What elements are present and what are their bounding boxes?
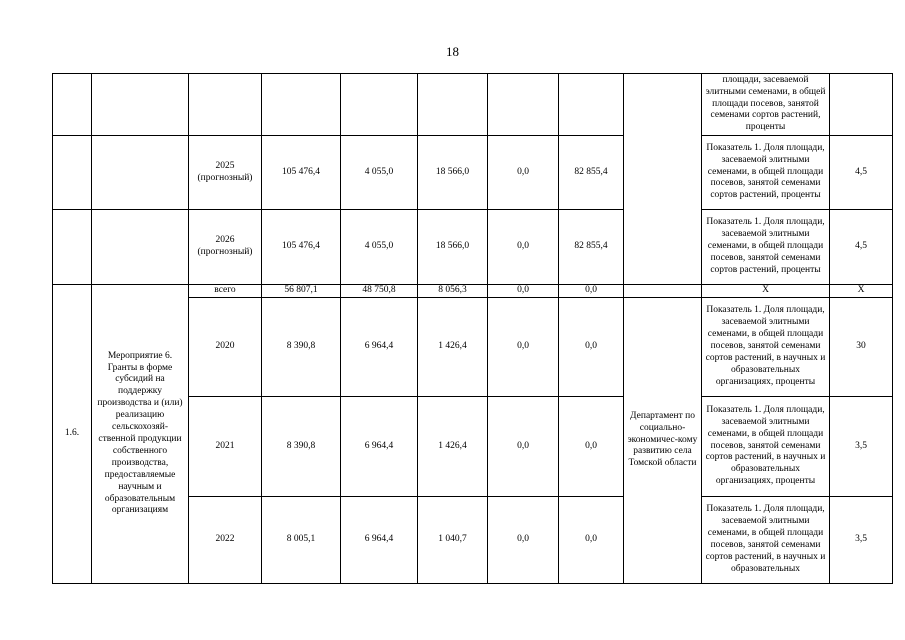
section-title: Мероприятие 6. Гранты в форме субсидий на поддержку производства и (или) реализацию сельскохозяй-ственной продукции собственного производства, предоставляемые научным и образовательным организациям [92, 285, 189, 584]
indicator-cell: Показатель 1. Доля площади, засеваемой элитными семенами, в общей площади посевов, занятой семенами сортов растений, в научных и образовательных [702, 497, 830, 584]
year-cell: 2020 [189, 298, 262, 397]
value-cell: 4,5 [830, 210, 893, 285]
title-cell [92, 74, 189, 136]
table-row [53, 74, 893, 136]
title-cell [92, 136, 189, 210]
extra-cell: 0,0 [559, 397, 624, 497]
value-cell: Х [830, 285, 893, 298]
year-cell: 2022 [189, 497, 262, 584]
total-cell: 105 476,4 [262, 136, 341, 210]
regional-cell: 1 040,7 [418, 497, 488, 584]
extra-cell: 82 855,4 [559, 210, 624, 285]
total-cell: 8 390,8 [262, 298, 341, 397]
indicator-cell: площади, засеваемой элитными семенами, в общей площади посевов, занятой семенами сортов растений, проценты [702, 74, 830, 136]
indicator-cell: Показатель 1. Доля площади, засеваемой элитными семенами, в общей площади посевов, занятой семенами сортов растений, в научных и образовательных организациях, проценты [702, 397, 830, 497]
extra-cell: 0,0 [559, 497, 624, 584]
table-row [53, 210, 893, 285]
federal-cell: 6 964,4 [341, 298, 418, 397]
indicator-cell: Х [702, 285, 830, 298]
indicator-cell: Показатель 1. Доля площади, засеваемой элитными семенами, в общей площади посевов, занятой семенами сортов растений, проценты [702, 136, 830, 210]
code-cell [53, 210, 92, 285]
regional-cell: 1 426,4 [418, 298, 488, 397]
program-table [52, 73, 893, 584]
year-cell: 2025 (прогнозный) [189, 136, 262, 210]
year-cell: всего [189, 285, 262, 298]
value-cell: 30 [830, 298, 893, 397]
regional-cell: 1 426,4 [418, 397, 488, 497]
year-cell: 2026 (прогнозный) [189, 210, 262, 285]
regional-cell: 8 056,3 [418, 285, 488, 298]
value-cell: 4,5 [830, 136, 893, 210]
total-cell: 8 005,1 [262, 497, 341, 584]
table-row [53, 285, 893, 298]
total-cell [262, 74, 341, 136]
page-number: 18 [446, 44, 459, 59]
local-cell: 0,0 [488, 136, 559, 210]
total-cell: 8 390,8 [262, 397, 341, 497]
code-cell [53, 136, 92, 210]
total-cell: 105 476,4 [262, 210, 341, 285]
value-cell: 3,5 [830, 397, 893, 497]
local-cell: 0,0 [488, 298, 559, 397]
year-cell [189, 74, 262, 136]
section-code: 1.6. [53, 285, 92, 584]
value-cell [830, 74, 893, 136]
extra-cell: 0,0 [559, 285, 624, 298]
federal-cell: 6 964,4 [341, 397, 418, 497]
regional-cell: 18 566,0 [418, 136, 488, 210]
regional-cell [418, 74, 488, 136]
regional-cell: 18 566,0 [418, 210, 488, 285]
local-cell [488, 74, 559, 136]
extra-cell: 82 855,4 [559, 136, 624, 210]
federal-cell: 4 055,0 [341, 210, 418, 285]
federal-cell: 4 055,0 [341, 136, 418, 210]
federal-cell: 6 964,4 [341, 497, 418, 584]
local-cell: 0,0 [488, 397, 559, 497]
total-cell: 56 807,1 [262, 285, 341, 298]
federal-cell: 48 750,8 [341, 285, 418, 298]
table-row [53, 136, 893, 210]
extra-cell: 0,0 [559, 298, 624, 397]
year-cell: 2021 [189, 397, 262, 497]
executor-cell [624, 285, 702, 298]
executor-cell [624, 74, 702, 285]
local-cell: 0,0 [488, 210, 559, 285]
local-cell: 0,0 [488, 497, 559, 584]
indicator-cell: Показатель 1. Доля площади, засеваемой элитными семенами, в общей площади посевов, занятой семенами сортов растений, в научных и образовательных организациях, проценты [702, 298, 830, 397]
code-cell [53, 74, 92, 136]
title-cell [92, 210, 189, 285]
executor-cell: Департамент по социально-экономичес-кому развитию села Томской области [624, 298, 702, 584]
indicator-cell: Показатель 1. Доля площади, засеваемой элитными семенами, в общей площади посевов, занятой семенами сортов растений, проценты [702, 210, 830, 285]
local-cell: 0,0 [488, 285, 559, 298]
extra-cell [559, 74, 624, 136]
federal-cell [341, 74, 418, 136]
value-cell: 3,5 [830, 497, 893, 584]
